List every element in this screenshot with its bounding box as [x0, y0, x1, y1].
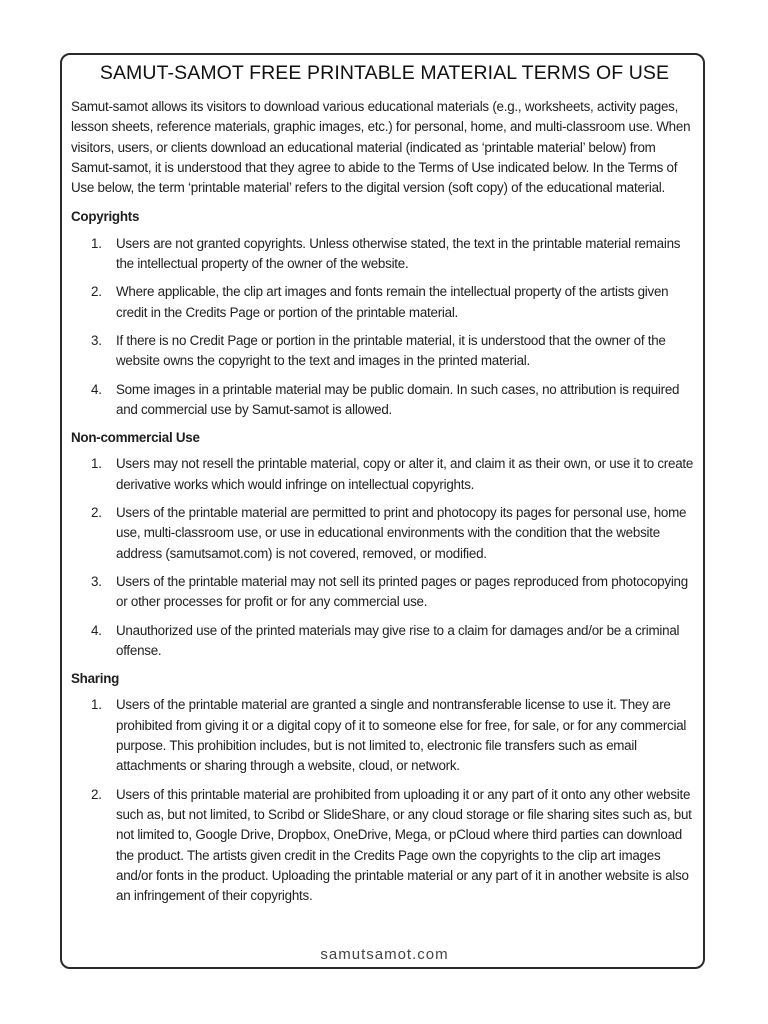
item-text: If there is no Credit Page or portion in the printable material, it is understood that the owner of the website owns the copyright to the text and images in the printed material. — [116, 332, 666, 369]
item-number: 2. — [91, 284, 102, 300]
item-number: 3. — [91, 332, 102, 348]
list-item — [71, 695, 696, 776]
item-number: 4. — [91, 622, 102, 638]
list-item — [71, 503, 696, 564]
item-text: Users are not granted copyrights. Unless otherwise stated, the text in the printable material remains the intellectual property of the owner of the website. — [116, 235, 681, 272]
item-text: Users of this printable material are prohibited from uploading it or any part of it onto any other website such as, but not limited, to Scribd or SlideShare, or any cloud storage or file sharing sites such as, but not limited to, Google Drive, Dropbox, OneDrive, Mega, or pCloud where third parties can download the product. The artists given credit in the Credits Page own the copyrights to the clip art images and/or fonts in the product. Uploading the printable material or any part of it in another website is also an infringement of their copyrights. — [116, 786, 692, 904]
list-item — [71, 234, 696, 275]
list-item — [71, 785, 696, 907]
list-item — [71, 572, 696, 613]
item-number: 4. — [91, 381, 102, 397]
item-text: Users of the printable material are permitted to print and photocopy its pages for personal use, home use, multi-classroom use, or use in educational environments with the condition that the website address (samutsamot.com) is not covered, removed, or modified. — [116, 505, 687, 561]
item-number: 1. — [91, 456, 102, 472]
item-number: 1. — [91, 235, 102, 251]
list-item — [71, 454, 696, 495]
sharing-list — [71, 695, 696, 906]
item-text: Some images in a printable material may be public domain. In such cases, no attribution is required and commercial use by Samut-samot is allowed. — [116, 381, 680, 417]
section-heading-sharing: Sharing — [71, 671, 120, 687]
item-text: Users of the printable material are granted a single and nontransferable license to use it. They are prohibited from giving it or a digital copy of it to someone else for free, for sale, or for any commercial purpose. This prohibition includes, but is not limited to, electronic file transfers such as email attachments or sharing through a website, cloud, or network. — [116, 697, 687, 774]
document-title: SAMUT-SAMOT FREE PRINTABLE MATERIAL TERMS OF USE — [99, 62, 670, 84]
intro-paragraph: Samut-samot allows its visitors to download various educational materials (e.g., worksheets, activity pages, lesson sheets, reference materials, graphic images, etc.) for personal, home, and multi-classroom use. When visitors, users, or clients download an educational material (indicated as ‘printable material’ below) from Samut-samot, it is understood that they agree to abide to the Terms of Use indicated below. In the Terms of Use below, the term ‘printable material’ refers to the digital version (soft copy) of the educational material. — [71, 99, 691, 196]
non-commercial-list — [71, 454, 696, 661]
list-item — [71, 621, 696, 662]
item-number: 2. — [91, 786, 102, 802]
item-text: Users of the printable material may not sell its printed pages or pages reproduced from photocopying or other processes for profit or for any commercial use. — [116, 573, 688, 610]
item-number: 2. — [91, 505, 102, 521]
copyrights-list — [71, 234, 696, 420]
item-text: Where applicable, the clip art images and fonts remain the intellectual property of the artists given credit in the Credits Page or portion of the printable material. — [116, 284, 669, 320]
list-item — [71, 282, 696, 323]
terms-content — [71, 97, 696, 914]
item-number: 1. — [91, 697, 102, 713]
item-text: Unauthorized use of the printed materials may give rise to a claim for damages and/or be a criminal offense. — [116, 622, 680, 658]
list-item — [71, 380, 696, 421]
section-heading-non-commercial-use: Non-commercial Use — [71, 430, 200, 446]
section-heading-copyrights: Copyrights — [71, 209, 140, 225]
item-text: Users may not resell the printable material, copy or alter it, and claim it as their own, or use it to create derivative works which would infringe on intellectual copyrights. — [116, 456, 694, 492]
list-item — [71, 331, 696, 372]
website-footer: samutsamot.com — [320, 946, 449, 963]
item-number: 3. — [91, 573, 102, 589]
